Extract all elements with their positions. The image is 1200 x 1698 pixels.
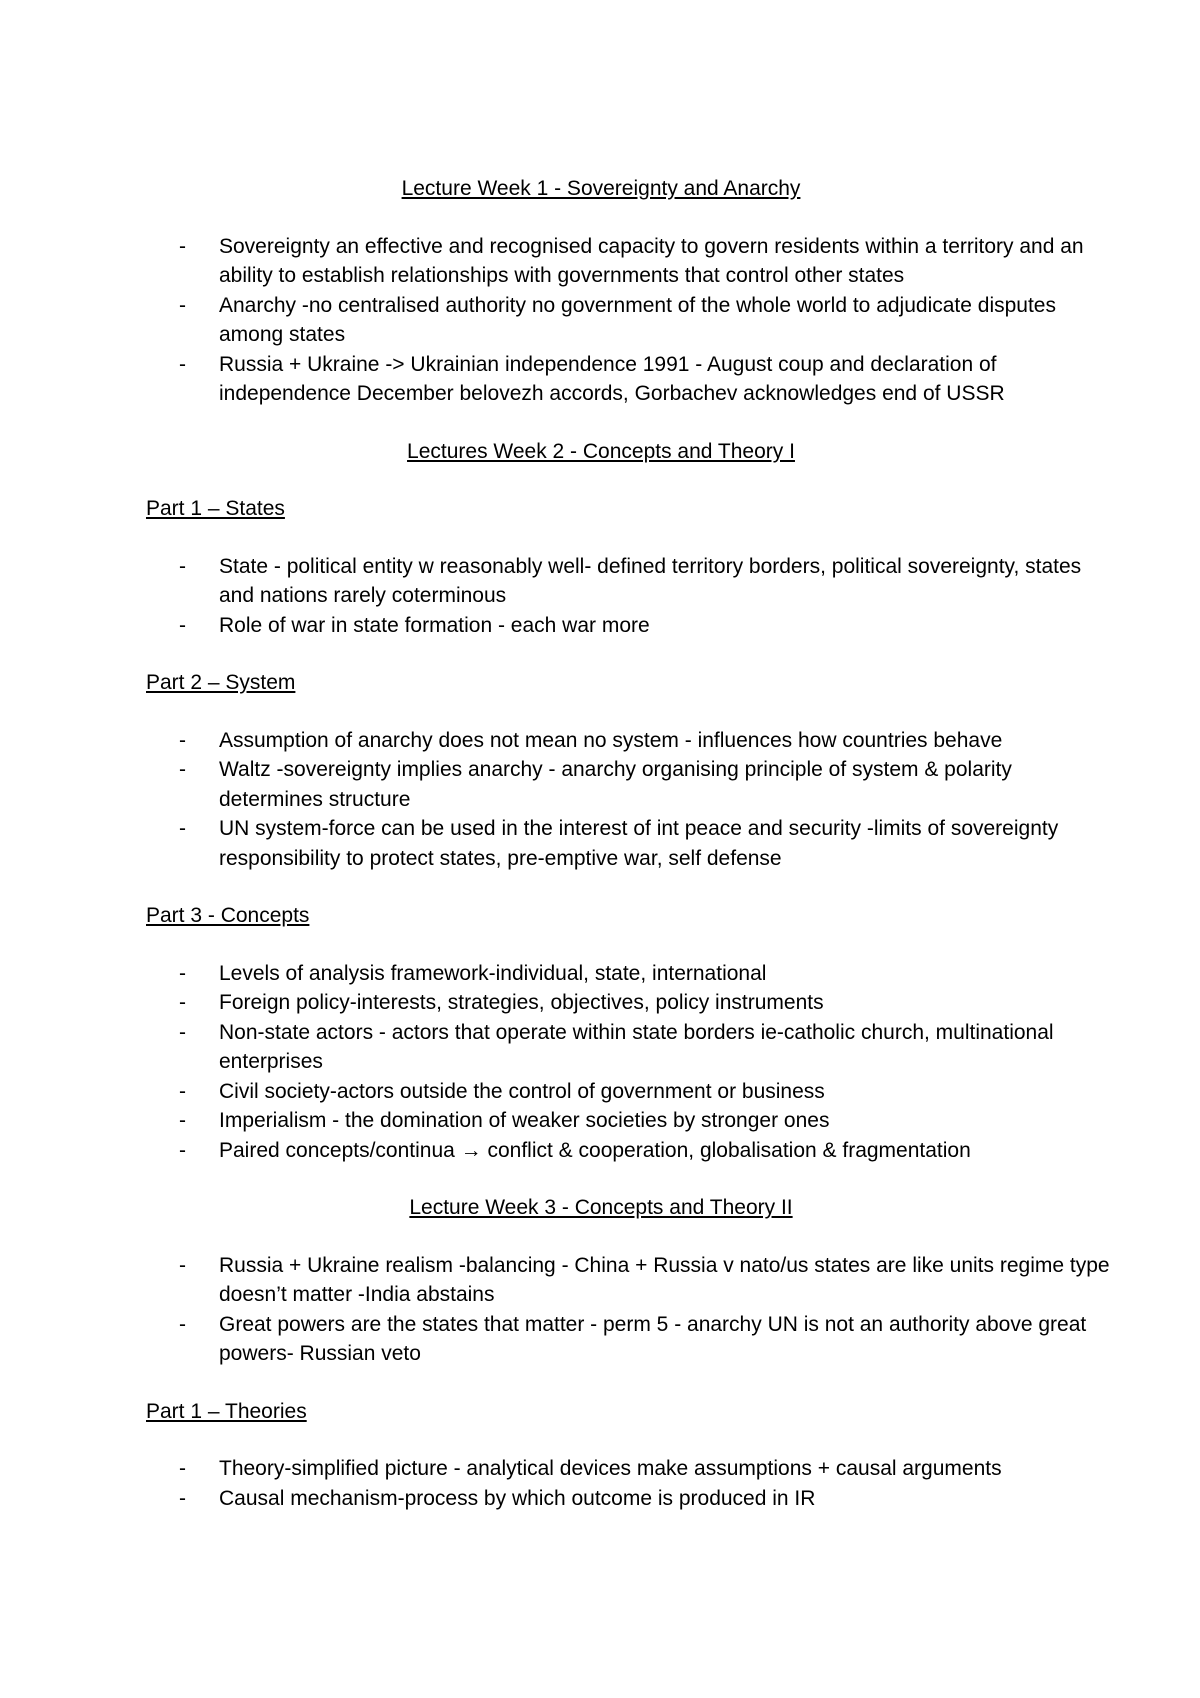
list-item — [179, 1251, 1119, 1310]
list-item-text: Imperialism - the domination of weaker societies by stronger ones — [219, 1109, 830, 1132]
section-heading-week-1: Lecture Week 1 - Sovereignty and Anarchy — [401, 177, 801, 200]
list-item-text: Foreign policy-interests, strategies, objectives, policy instruments — [219, 991, 824, 1014]
list-item — [179, 726, 1119, 756]
list-item-text: Assumption of anarchy does not mean no system - influences how countries behave — [219, 728, 1003, 752]
dash-bullet: - — [179, 1457, 186, 1480]
dash-bullet: - — [179, 1020, 186, 1044]
dash-bullet: - — [179, 554, 186, 578]
list-item-text: Causal mechanism-process by which outcome is produced in IR — [219, 1486, 816, 1510]
list-item — [179, 1484, 1119, 1514]
list-item — [179, 1136, 1119, 1166]
list-item — [179, 959, 1119, 989]
list-item-text: Russia + Ukraine realism -balancing - China + Russia v nato/us states are like units regime type doesn’t matter -India abstains — [219, 1253, 1110, 1306]
list-item-text: Paired concepts/continua → conflict & cooperation, globalisation & fragmentation — [219, 1138, 971, 1162]
part-heading-concepts: Part 3 - Concepts — [146, 904, 310, 927]
dash-bullet: - — [179, 293, 186, 317]
list-item-text: State - political entity w reasonably well- defined territory borders, political sovereignty, states and nations rarely coterminous — [219, 554, 1082, 607]
list-item-text: Russia + Ukraine -> Ukrainian independence 1991 - August coup and declaration of independence December belovezh accords, Gorbachev acknowledges end of USSR — [219, 352, 1005, 405]
dash-bullet: - — [179, 234, 186, 258]
list-item-text: Sovereignty an effective and recognised capacity to govern residents within a territory and an ability to establish relationships with governments that control other states — [219, 234, 1084, 287]
section-heading-week-3: Lecture Week 3 - Concepts and Theory II — [409, 1196, 793, 1219]
dash-bullet: - — [179, 1312, 186, 1336]
list-item-text: Great powers are the states that matter - perm 5 - anarchy UN is not an authority above great powers- Russian veto — [219, 1312, 1087, 1365]
dash-bullet: - — [179, 728, 186, 752]
list-item — [179, 755, 1119, 814]
list-item — [179, 611, 1119, 641]
bullet-list-states — [146, 552, 1080, 641]
list-item — [179, 350, 1119, 409]
dash-bullet: - — [179, 352, 186, 376]
list-item — [179, 1018, 1119, 1077]
list-item-text: Non-state actors - actors that operate within state borders ie-catholic church, multinational enterprises — [219, 1020, 1054, 1073]
dash-bullet: - — [179, 991, 186, 1014]
section-heading-week-2: Lectures Week 2 - Concepts and Theory I — [407, 439, 795, 463]
list-item-text: Anarchy -no centralised authority no government of the whole world to adjudicate disputes among states — [219, 293, 1056, 346]
list-item-text: Role of war in state formation - each war more — [219, 613, 650, 637]
list-item — [179, 814, 1119, 873]
dash-bullet: - — [179, 1079, 186, 1103]
dash-bullet: - — [179, 613, 186, 637]
list-item — [179, 291, 1119, 350]
part-heading-states: Part 1 – States — [146, 497, 285, 520]
list-item — [179, 232, 1119, 291]
list-item — [179, 1106, 1119, 1136]
list-item-text: Theory-simplified picture - analytical devices make assumptions + causal arguments — [219, 1457, 1002, 1480]
part-heading-theories: Part 1 – Theories — [146, 1399, 307, 1423]
list-item — [179, 1310, 1119, 1369]
bullet-list-system — [146, 726, 1080, 874]
bullet-list-week-3 — [146, 1251, 1110, 1369]
dash-bullet: - — [179, 1253, 186, 1277]
bullet-list-concepts — [146, 959, 1080, 1166]
bullet-list-theories — [146, 1454, 1080, 1513]
list-item — [179, 552, 1119, 611]
part-heading-system: Part 2 – System — [146, 671, 296, 694]
dash-bullet: - — [179, 1486, 186, 1510]
dash-bullet: - — [179, 1138, 186, 1162]
dash-bullet: - — [179, 817, 186, 840]
list-item-text: Waltz -sovereignty implies anarchy - anarchy organising principle of system & polarity determines structure — [219, 758, 1012, 811]
list-item — [179, 1077, 1119, 1107]
list-item — [179, 988, 1119, 1018]
bullet-list-week-1 — [146, 232, 1084, 409]
dash-bullet: - — [179, 961, 186, 985]
dash-bullet: - — [179, 1109, 186, 1132]
list-item-text: Levels of analysis framework-individual, state, international — [219, 961, 767, 985]
list-item-text: Civil society-actors outside the control of government or business — [219, 1079, 825, 1103]
dash-bullet: - — [179, 758, 186, 781]
list-item — [179, 1454, 1119, 1484]
list-item-text: UN system-force can be used in the interest of int peace and security -limits of sovereignty responsibility to protect states, pre-emptive war, self defense — [219, 817, 1059, 870]
